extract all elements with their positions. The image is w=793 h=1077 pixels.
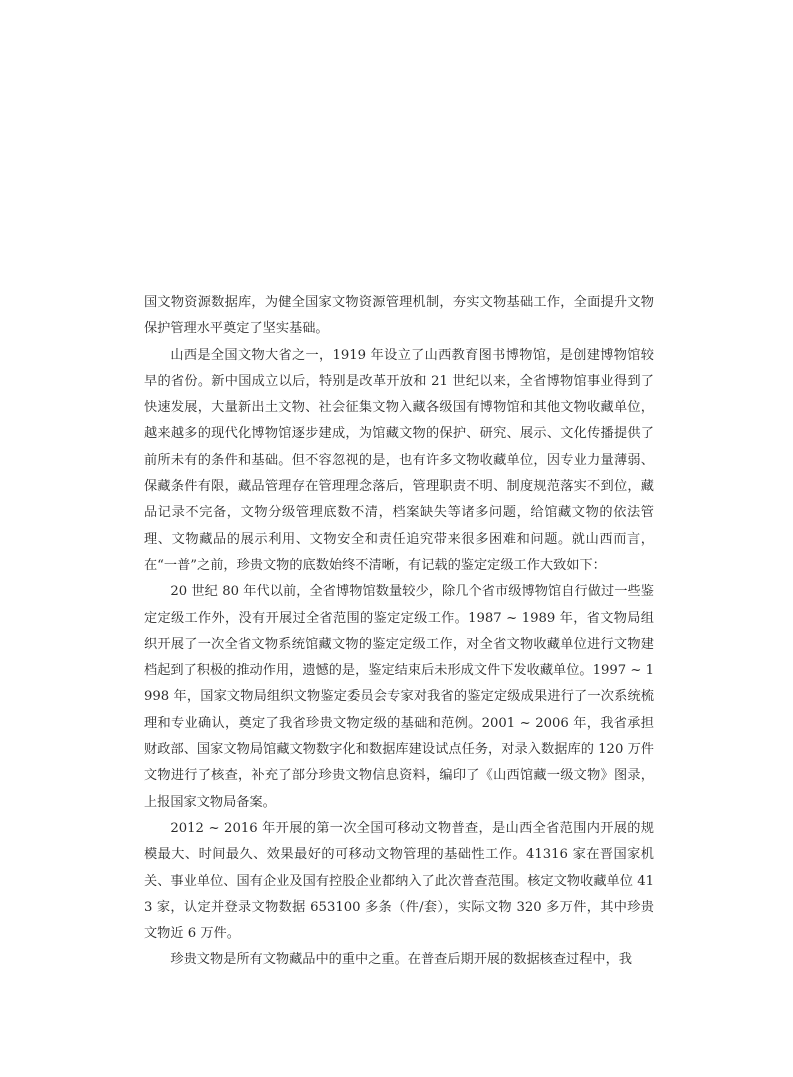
document-page (144, 290, 654, 974)
paragraph-shanxi-overview: 山西是全国文物大省之一，1919 年设立了山西教育图书博物馆，是创建博物馆较早的省份。新中国成立以后，特别是改革开放和 21 世纪以来，全省博物馆事业得到了快速发展，大量新出土文物、社会征集文物入藏各级国有博物馆和其他文物收藏单位，越来越多的现代化博物馆逐步建成，为馆藏文物的保护、研究、展示、文化传播提供了前所未有的条件和基础。但不容忽视的是，也有许多文物收藏单位，因专业力量薄弱、保藏条件有限，藏品管理存在管理理念落后，管理职责不明、制度规范落实不到位，藏品记录不完备，文物分级管理底数不清，档案缺失等诸多问题，给馆藏文物的依法管理、文物藏品的展示利用、文物安全和责任追究带来很多困难和问题。就山西而言，在“一普”之前，珍贵文物的底数始终不清晰，有记载的鉴定定级工作大致如下： (144, 347, 654, 573)
paragraph-appraisal-history: 20 世纪 80 年代以前，全省博物馆数量较少，除几个省市级博物馆自行做过一些鉴定定级工作外，没有开展过全省范围的鉴定定级工作。1987 ~ 1989 年，省文物局组织开展了一次全省文物系统馆藏文物的鉴定定级工作，对全省文物收藏单位进行文物建档起到了积极的推动作用，遗憾的是，鉴定结束后未形成文件下发收藏单位。1997 ~ 1998 年，国家文物局组织文物鉴定委员会专家对我省的鉴定定级成果进行了一次系统梳理和专业确认，奠定了我省珍贵文物定级的基础和范例。2001 ~ 2006 年，我省承担财政部、国家文物局馆藏文物数字化和数据库建设试点任务，对录入数据库的 120 万件文物进行了核查，补充了部分珍贵文物信息资料，编印了《山西馆藏一级文物》图录，上报国家文物局备案。 (144, 584, 654, 810)
paragraph-continuation: 国文物资源数据库，为健全国家文物资源管理机制，夯实文物基础工作，全面提升文物保护管理水平奠定了坚实基础。 (144, 295, 654, 337)
paragraph-national-census: 2012 ~ 2016 年开展的第一次全国可移动文物普查，是山西全省范围内开展的规模最大、时间最久、效果最好的可移动文物管理的基础性工作。41316 家在晋国家机关、事业单位、国有企业及国有控股企业都纳入了此次普查范围。核定文物收藏单位 413 家，认定并登录文物数据 653100 多条（件/套），实际文物 320 多万件，其中珍贵文物近 6 万件。 (144, 820, 654, 942)
paragraph-precious-relics: 珍贵文物是所有文物藏品中的重中之重。在普查后期开展的数据核查过程中，我 (170, 952, 632, 968)
